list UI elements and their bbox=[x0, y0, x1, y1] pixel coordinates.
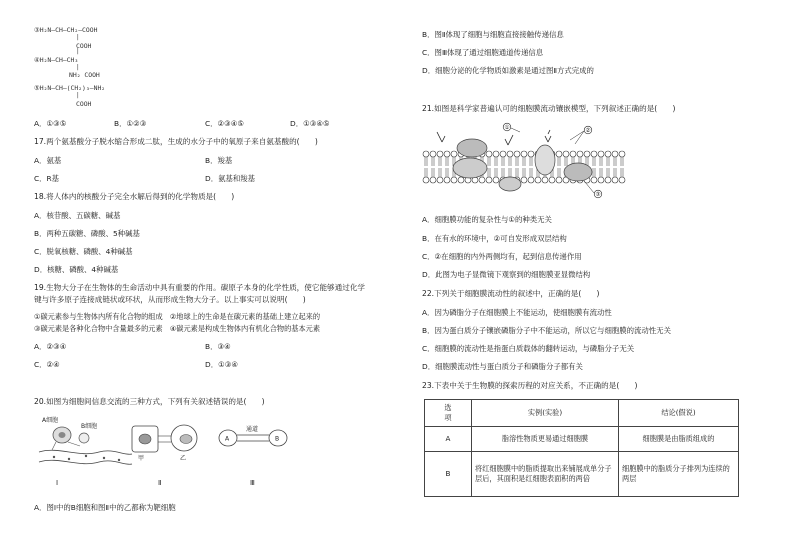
phospholipid-head bbox=[479, 177, 485, 183]
phospholipid-tail bbox=[530, 168, 532, 177]
phospholipid-head bbox=[535, 177, 541, 183]
phospholipid-tail bbox=[502, 157, 504, 166]
q19-option-a[interactable]: A．②③④ bbox=[34, 342, 67, 351]
q16-option-b[interactable]: B．①②③ bbox=[114, 119, 147, 128]
phospholipid-head bbox=[619, 151, 625, 157]
b-cell-shape bbox=[79, 433, 89, 443]
phospholipid-tail bbox=[565, 157, 567, 166]
figure-cell-communication bbox=[34, 412, 304, 492]
phospholipid-tail bbox=[509, 157, 511, 166]
phospholipid-tail bbox=[558, 168, 560, 177]
phospholipid-head bbox=[493, 151, 499, 157]
q18-option-b[interactable]: B．两种五碳糖、磷酸、5种碱基 bbox=[34, 229, 140, 238]
q17-option-d[interactable]: D．氨基和羧基 bbox=[205, 174, 256, 183]
row-b-example: 将红细胞膜中的脂质提取出来铺展成单分子层后，其面积是红细胞表面积的两倍 bbox=[472, 452, 619, 497]
q17-option-a[interactable]: A．氨基 bbox=[34, 156, 62, 165]
panel-2-label: Ⅱ bbox=[158, 479, 162, 487]
phospholipid-tail bbox=[495, 157, 497, 166]
phospholipid-tail bbox=[439, 157, 441, 166]
row-a-option: A bbox=[425, 427, 472, 452]
phospholipid-head bbox=[500, 151, 506, 157]
q19-option-b[interactable]: B．③④ bbox=[205, 342, 231, 351]
phospholipid-tail bbox=[488, 168, 490, 177]
phospholipid-tail bbox=[502, 168, 504, 177]
phospholipid-head bbox=[423, 177, 429, 183]
q21-option-b[interactable]: B．在有水的环境中，②可自发形成双层结构 bbox=[422, 234, 567, 243]
phospholipid-tail bbox=[488, 157, 490, 166]
phospholipid-head bbox=[486, 177, 492, 183]
phospholipid-head bbox=[584, 151, 590, 157]
phospholipid-head bbox=[605, 151, 611, 157]
q21-option-c[interactable]: C．②在细胞的内外两侧均有，起到信息传递作用 bbox=[422, 252, 582, 261]
phospholipid-tail bbox=[425, 157, 427, 166]
phospholipid-tail bbox=[621, 157, 623, 166]
phospholipid-head bbox=[521, 177, 527, 183]
phospholipid-tail bbox=[558, 157, 560, 166]
phospholipid-tail bbox=[614, 157, 616, 166]
q16-option-a[interactable]: A．①③⑤ bbox=[34, 119, 67, 128]
q21-option-d[interactable]: D．此图为电子显微镜下观察到的细胞膜亚显微结构 bbox=[422, 270, 591, 279]
question-19-item-line2: ③碳元素是各种化合物中含量最多的元素 ④碳元素是构成生物体内有机化合物的基本元素 bbox=[34, 324, 321, 333]
phospholipid-tail bbox=[523, 168, 525, 177]
phospholipid-head bbox=[612, 151, 618, 157]
phospholipid-head bbox=[437, 177, 443, 183]
phospholipid-head bbox=[507, 151, 513, 157]
formula-4-bond-bottom: | bbox=[76, 64, 80, 71]
phospholipid-tail bbox=[523, 157, 525, 166]
phospholipid-tail bbox=[593, 157, 595, 166]
q18-option-c[interactable]: C．脱氧核糖、磷酸、4种碱基 bbox=[34, 247, 133, 256]
phospholipid-tail bbox=[432, 157, 434, 166]
phospholipid-tail bbox=[432, 168, 434, 177]
q22-option-a[interactable]: A．因为磷脂分子在细胞膜上不能运动，使细胞膜有流动性 bbox=[422, 308, 612, 317]
header-example: 实例(实验) bbox=[472, 400, 619, 427]
phospholipid-head bbox=[612, 177, 618, 183]
protein-bottom bbox=[499, 177, 521, 191]
phospholipid-tail bbox=[446, 157, 448, 166]
a-cell-nucleus bbox=[59, 432, 66, 438]
phospholipid-head bbox=[437, 151, 443, 157]
glycan-3 bbox=[545, 130, 551, 142]
q20-option-d[interactable]: D．细胞分泌的化学物质如激素是通过图Ⅱ方式完成的 bbox=[422, 66, 594, 75]
protein-right bbox=[564, 163, 592, 181]
label-3: ③ bbox=[595, 192, 601, 199]
formula-4-bond-top: | bbox=[76, 48, 80, 55]
row-a-example: 脂溶性物质更易通过细胞膜 bbox=[472, 427, 619, 452]
phospholipid-head bbox=[570, 151, 576, 157]
a-cell-label: A细胞 bbox=[42, 417, 59, 424]
phospholipid-head bbox=[591, 177, 597, 183]
phospholipid-head bbox=[458, 177, 464, 183]
question-19-line2: 键与许多原子连接成链状或环状，从而形成生物大分子。以上事实可以说明( ) bbox=[34, 295, 306, 304]
q19-option-c[interactable]: C．②④ bbox=[34, 360, 60, 369]
protein-middle bbox=[535, 145, 555, 175]
phospholipid-head bbox=[444, 151, 450, 157]
figure-membrane-model bbox=[420, 120, 630, 206]
phospholipid-head bbox=[486, 151, 492, 157]
formula-3-cooh: COOH bbox=[76, 42, 92, 50]
phospholipid-head bbox=[591, 151, 597, 157]
q19-option-d[interactable]: D．①③④ bbox=[205, 360, 238, 369]
formula-5-cooh: COOH bbox=[76, 100, 92, 108]
question-19-item-line1: ①碳元素参与生物体内所有化合物的组成 ②地球上的生命是在碳元素的基础上建立起来的 bbox=[34, 312, 321, 321]
phospholipid-head bbox=[430, 177, 436, 183]
q16-option-d[interactable]: D．①③④⑤ bbox=[290, 119, 330, 128]
row-a-conclusion: 细胞膜是由脂质组成的 bbox=[619, 427, 739, 452]
header-conclusion: 结论(假说) bbox=[619, 400, 739, 427]
phospholipid-head bbox=[563, 151, 569, 157]
protein-top-left bbox=[457, 139, 487, 157]
phospholipid-head bbox=[423, 151, 429, 157]
phospholipid-head bbox=[451, 177, 457, 183]
phospholipid-tail bbox=[530, 157, 532, 166]
phospholipid-head bbox=[556, 151, 562, 157]
phospholipid-head bbox=[514, 151, 520, 157]
q22-option-b[interactable]: B．因为蛋白质分子镶嵌磷脂分子中不能运动，所以它与细胞膜的流动性无关 bbox=[422, 326, 671, 335]
phospholipid-head bbox=[430, 151, 436, 157]
q17-option-c[interactable]: C．R基 bbox=[34, 174, 60, 183]
phospholipid-head bbox=[451, 151, 457, 157]
formula-5-line: ⑤H₂N—CH—(CH₂)₃—NH₂ bbox=[34, 84, 106, 92]
phospholipid-tail bbox=[607, 168, 609, 177]
phospholipid-tail bbox=[425, 168, 427, 177]
formula-5-bond: | bbox=[76, 92, 80, 99]
formula-4-line: ④H₂N—CH—CH₃ bbox=[34, 56, 79, 64]
phospholipid-tail bbox=[516, 168, 518, 177]
glycan-1 bbox=[437, 132, 445, 142]
q20-option-c[interactable]: C．图Ⅲ体现了通过细胞通道传递信息 bbox=[422, 48, 544, 57]
label-1: ① bbox=[504, 125, 510, 132]
phospholipid-head bbox=[444, 177, 450, 183]
q18-option-d[interactable]: D．核糖、磷酸、4种碱基 bbox=[34, 265, 119, 274]
question-21: 21.如图是科学家普遍认可的细胞膜流动镶嵌模型，下列叙述正确的是( ) bbox=[422, 104, 676, 113]
header-option: 选 项 bbox=[425, 400, 472, 427]
channel-label: 通道 bbox=[246, 426, 259, 433]
table-row bbox=[425, 452, 739, 497]
phospholipid-head bbox=[528, 177, 534, 183]
q18-option-a[interactable]: A．核苷酸、五碳糖、碱基 bbox=[34, 211, 121, 220]
formula-3-line: ③H₂N—CH—CH₂—COOH bbox=[34, 26, 98, 34]
vessel-bottom bbox=[39, 460, 132, 464]
phospholipid-tail bbox=[439, 168, 441, 177]
phospholipid-tail bbox=[600, 157, 602, 166]
phospholipid-head bbox=[521, 151, 527, 157]
formula-4-sub: NH₂ COOH bbox=[69, 71, 100, 79]
glycan-2 bbox=[505, 135, 513, 145]
phospholipid-tail bbox=[516, 157, 518, 166]
phospholipid-head bbox=[528, 151, 534, 157]
phospholipid-head bbox=[542, 177, 548, 183]
phospholipid-head bbox=[493, 177, 499, 183]
row-b-option: B bbox=[425, 452, 472, 497]
q16-option-c[interactable]: C．②③④⑤ bbox=[205, 119, 245, 128]
row-b-conclusion: 细胞膜中的脂质分子排列为连续的两层 bbox=[619, 452, 739, 497]
question-17: 17.两个氨基酸分子脱水缩合形成二肽，生成的水分子中的氧原子来自氨基酸的( ) bbox=[34, 137, 318, 146]
phospholipid-tail bbox=[446, 168, 448, 177]
phospholipid-head bbox=[549, 177, 555, 183]
jia-label: 甲 bbox=[138, 455, 145, 462]
table-row bbox=[425, 427, 739, 452]
q22-option-c[interactable]: C．细胞膜的流动性是指蛋白质载体的翻转运动，与磷脂分子无关 bbox=[422, 344, 635, 353]
yi-label: 乙 bbox=[180, 455, 187, 462]
channel-shape bbox=[237, 435, 269, 441]
formula-3-bond: | bbox=[76, 34, 80, 41]
question-20: 20.如图为细胞间信息交流的三种方式，下列有关叙述错误的是( ) bbox=[34, 397, 265, 406]
phospholipid-tail bbox=[593, 168, 595, 177]
panel-1-label: Ⅰ bbox=[56, 479, 59, 487]
panel-3-label: Ⅲ bbox=[250, 479, 255, 487]
q20-option-a[interactable]: A．图Ⅰ中的B细胞和图Ⅱ中的乙都称为靶细胞 bbox=[34, 503, 176, 512]
q17-option-b[interactable]: B．羧基 bbox=[205, 156, 233, 165]
phospholipid-head bbox=[577, 151, 583, 157]
question-19-line1: 19.生物大分子在生物体的生命活动中具有重要的作用。碳原子本身的化学性质，使它能够通过化学 bbox=[34, 283, 366, 292]
question-18: 18.将人体内的核酸分子完全水解后得到的化学物质是( ) bbox=[34, 192, 235, 201]
phospholipid-tail bbox=[614, 168, 616, 177]
label-2: ② bbox=[585, 128, 591, 135]
phospholipid-head bbox=[598, 151, 604, 157]
cell-a-label: A bbox=[225, 435, 230, 443]
question-23: 23.下表中关于生物膜的探索历程的对应关系，不正确的是( ) bbox=[422, 381, 638, 390]
vessel-top bbox=[39, 450, 132, 454]
table-header-row bbox=[425, 400, 739, 427]
phospholipid-head bbox=[605, 177, 611, 183]
phospholipid-tail bbox=[509, 168, 511, 177]
phospholipid-head bbox=[556, 177, 562, 183]
phospholipid-tail bbox=[621, 168, 623, 177]
protein-transmembrane bbox=[453, 158, 487, 178]
phospholipid-head bbox=[619, 177, 625, 183]
cell-b-label: B bbox=[275, 435, 280, 443]
phospholipid-tail bbox=[600, 168, 602, 177]
b-cell-label: B细胞 bbox=[81, 423, 98, 430]
phospholipid-head bbox=[598, 177, 604, 183]
question-22: 22.下列关于细胞膜流动性的叙述中，正确的是( ) bbox=[422, 289, 600, 298]
q21-option-a[interactable]: A．细胞膜功能的复杂性与①的种类无关 bbox=[422, 215, 552, 224]
history-table bbox=[424, 399, 739, 497]
q22-option-d[interactable]: D．细胞膜流动性与蛋白质分子和磷脂分子都有关 bbox=[422, 362, 583, 371]
phospholipid-tail bbox=[495, 168, 497, 177]
phospholipid-tail bbox=[607, 157, 609, 166]
q20-option-b[interactable]: B．图Ⅱ体现了细胞与细胞直接接触传递信息 bbox=[422, 30, 564, 39]
